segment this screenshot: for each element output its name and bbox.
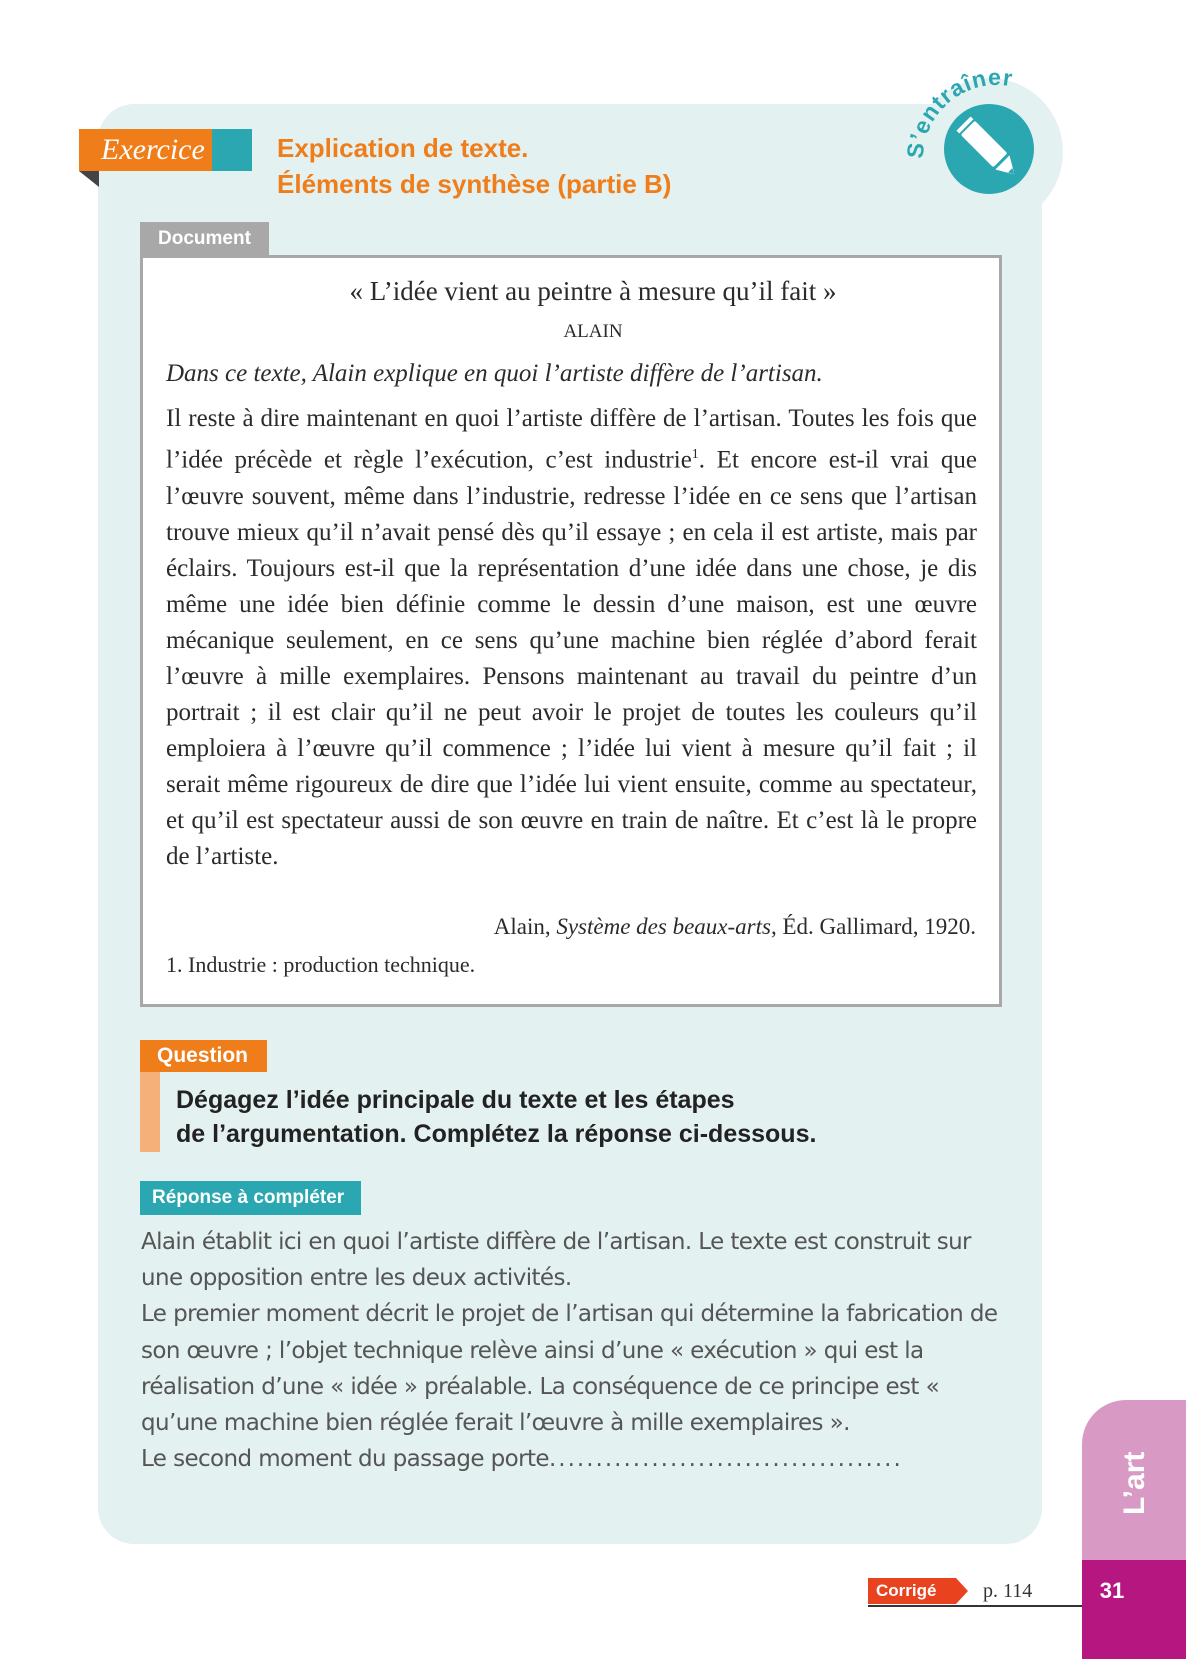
footnote-ref: 1 (691, 447, 699, 463)
document-heading: « L’idée vient au peintre à mesure qu’il fait » (349, 276, 837, 306)
body-text-part-2: . Et encore est-il vrai que l’œuvre souvent, même dans l’industrie, redresse l’idée en ce sens que l’artisan trouve mieux qu’il n’avait pensé dès qu’il essaye ; en cela il est artiste, mais par éclairs. Toujours est-il que la représentation d’une idée dans une chose, je dis même une idée bien définie comme le dessin d’une maison, est une œuvre mécanique seulement, en ce sens qu’une machine bien réglée d’abord ferait l’œuvre à mille exemplaires. Pensons maintenant au travail du peintre d’un portrait ; il est clair qu’il ne peut avoir le projet de toutes les couleurs qu’il emploiera à l’œuvre qu’il commence ; l’idée lui vient à mesure qu’il fait ; il serait même rigoureux de dire que l’idée lui vient ensuite, comme au spectateur, et qu’il est spectateur aussi de son œuvre en train de naître. Et c’est là le propre de l’artiste. (166, 446, 977, 871)
document-footnote: 1. Industrie : production technique. (166, 952, 476, 977)
footer-rule (868, 1605, 1082, 1607)
page-number: 31 (1099, 1578, 1125, 1603)
document-tab: Document (140, 222, 269, 255)
answer-prompt: Le second moment du passage porte (141, 1446, 549, 1473)
source-author: Alain, (493, 914, 557, 939)
answer-tab: Réponse à compléter (140, 1181, 361, 1215)
title-line-1: Explication de texte. (277, 133, 529, 163)
corrige-page[interactable]: p. 114 (983, 1580, 1033, 1602)
exercise-label: Exercice (79, 129, 212, 171)
page-number-block (1082, 1560, 1186, 1659)
answer-blank[interactable]: ...................................... (548, 1446, 903, 1473)
question-line-1: Dégagez l’idée principale du texte et les étapes (176, 1086, 735, 1114)
question-tab: Question (140, 1040, 267, 1072)
answer-paragraph-1: Alain établit ici en quoi l’artiste diffère de l’artisan. Le texte est construit sur une opposition entre les deux activités. (141, 1229, 971, 1292)
document-body (166, 401, 977, 876)
title-line-2: Éléments de synthèse (partie B) (277, 169, 672, 199)
chapter-label: L’art (1118, 1451, 1151, 1515)
pencil-icon (956, 116, 1021, 181)
document-intro: Dans ce texte, Alain explique en quoi l’artiste diffère de l’artisan. (166, 360, 823, 387)
answer-text (141, 1224, 1001, 1477)
answer-paragraph-2: Le premier moment décrit le projet de l’artisan qui détermine la fabrication de son œuvre ; l’objet technique relève ainsi d’une « exécution » qui est la réalisation d’une « idée » préalable. La conséquence de ce principe est « qu’une machine bien réglée ferait l’œuvre à mille exemplaires ». (141, 1301, 998, 1437)
answer-paragraph-3[interactable] (141, 1441, 1001, 1477)
body-text-part-1: Il reste à dire maintenant en quoi l’artiste diffère de l’artisan. Toutes les fois que l’idée précède et règle l’exécution, c’est industrie (166, 405, 977, 474)
exercise-label-fold (79, 171, 99, 187)
question-accent-bar (140, 1072, 160, 1152)
exercise-label-accent (212, 129, 252, 171)
question-text (176, 1083, 956, 1151)
source-work: Système des beaux-arts (556, 914, 771, 939)
corrige-arrow-icon (956, 1578, 968, 1604)
exercise-title (277, 130, 671, 202)
corrige-link[interactable]: Corrigé (868, 1578, 956, 1604)
source-details: , Éd. Gallimard, 1920. (770, 914, 976, 939)
document-source (494, 914, 976, 940)
document-author: ALAIN (563, 321, 623, 342)
question-line-2: de l’argumentation. Complétez la réponse ci-dessous. (176, 1120, 817, 1148)
badge-label: S’entraîner (901, 63, 1015, 160)
